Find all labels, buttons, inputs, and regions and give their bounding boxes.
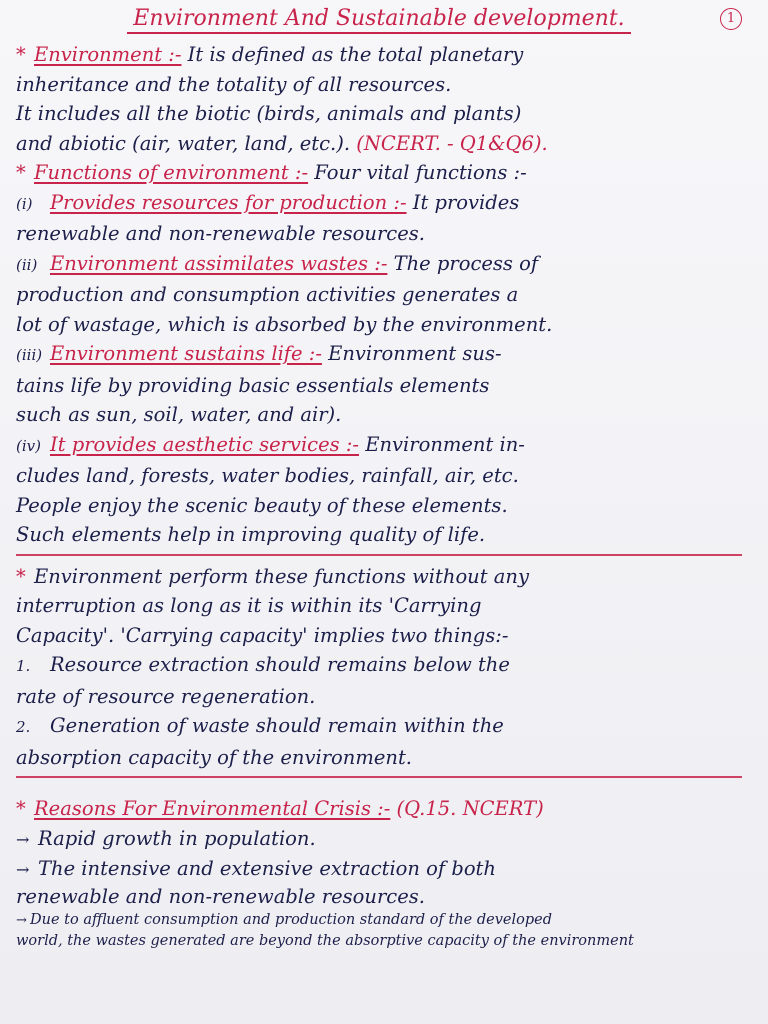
carrying-point-1-text: Resource extraction should remains below the <box>50 653 510 676</box>
asterisk-bullet-icon: * <box>16 564 26 588</box>
function-heading: Provides resources for production :- <box>50 190 407 214</box>
point-marker: 1. <box>16 657 31 675</box>
asterisk-bullet-icon: * <box>16 161 26 184</box>
section-divider <box>16 554 742 556</box>
crisis-reason-2-cont: renewable and non-renewable resources. <box>16 884 425 908</box>
function-tail: Environment sus- <box>328 342 502 365</box>
right-arrow-icon: → <box>16 860 30 879</box>
function-heading: Environment assimilates wastes :- <box>50 251 388 275</box>
function-item-head <box>16 249 742 281</box>
page-number: 1 <box>720 8 742 30</box>
function-line: renewable and non-renewable resources. <box>16 222 425 245</box>
functions-tail: Four vital functions :- <box>314 161 527 184</box>
function-item-head <box>16 339 742 371</box>
function-item-head <box>16 430 742 462</box>
carrying-point-2-text: Generation of waste should remain within the <box>50 714 504 737</box>
environment-line-4 <box>16 129 742 159</box>
functions-heading: Functions of environment :- <box>34 161 309 184</box>
function-item <box>16 188 742 249</box>
environment-line-2: inheritance and the totality of all resources. <box>16 72 452 96</box>
crisis-reason-3 <box>16 909 742 931</box>
right-arrow-icon: → <box>16 912 27 928</box>
asterisk-bullet-icon: * <box>16 43 26 66</box>
crisis-heading-line <box>16 794 742 824</box>
function-item <box>16 339 742 430</box>
function-marker: (ii) <box>16 255 38 274</box>
environment-text-4: and abiotic (air, water, land, etc.). <box>16 131 351 155</box>
function-line: such as sun, soil, water, and air). <box>16 403 342 426</box>
functions-heading-line <box>16 158 742 188</box>
function-marker: (i) <box>16 194 33 213</box>
crisis-reason-1-text: Rapid growth in population. <box>38 826 316 850</box>
environment-heading: Environment :- <box>34 43 182 66</box>
carrying-point-1-cont: rate of resource regeneration. <box>16 684 316 708</box>
crisis-reference: (Q.15. NCERT) <box>396 797 544 820</box>
point-marker: 2. <box>16 718 31 736</box>
function-tail: It provides <box>412 190 520 214</box>
ncert-reference: (NCERT. - Q1&Q6). <box>356 131 548 155</box>
environment-line-3: It includes all the biotic (birds, animals and plants) <box>16 102 522 125</box>
crisis-reason-1 <box>16 824 742 855</box>
page-title: Environment And Sustainable development. <box>127 6 630 34</box>
crisis-heading: Reasons For Environmental Crisis :- <box>34 797 391 820</box>
function-item <box>16 430 742 550</box>
function-line: cludes land, forests, water bodies, rainfall, air, etc. <box>16 464 519 487</box>
function-line: People enjoy the scenic beauty of these elements. <box>16 493 508 517</box>
right-arrow-icon: → <box>16 829 30 849</box>
function-item-head <box>16 188 742 220</box>
carrying-point-2 <box>16 711 742 743</box>
environment-text: It is defined as the total planetary <box>187 43 524 66</box>
function-marker: (iii) <box>16 346 43 364</box>
crisis-reason-3-text: Due to affluent consumption and production standard of the developed <box>30 911 553 928</box>
function-marker: (iv) <box>16 436 41 455</box>
carrying-line-2: interruption as long as it is within its 'Carrying <box>16 594 482 617</box>
function-heading: Environment sustains life :- <box>50 342 322 365</box>
function-tail: Environment in- <box>365 432 525 456</box>
function-line: production and consumption activities generates a <box>16 283 519 306</box>
crisis-reason-3-cont: world, the wastes generated are beyond the absorptive capacity of the environment <box>16 932 634 949</box>
function-line: tains life by providing basic essentials elements <box>16 373 490 397</box>
carrying-line-3: Capacity'. 'Carrying capacity' implies two things:- <box>16 623 509 647</box>
section-divider <box>16 776 742 778</box>
carrying-line-1 <box>16 562 742 592</box>
function-line: Such elements help in improving quality of life. <box>16 523 486 546</box>
function-item <box>16 249 742 340</box>
spacer <box>16 784 742 794</box>
carrying-point-2-cont: absorption capacity of the environment. <box>16 745 412 769</box>
title-row <box>16 6 742 40</box>
carrying-text-1: Environment perform these functions without any <box>34 564 529 588</box>
function-heading: It provides aesthetic services :- <box>50 432 360 456</box>
asterisk-bullet-icon: * <box>16 797 26 820</box>
function-line: lot of wastage, which is absorbed by the environment. <box>16 312 553 336</box>
function-tail: The process of <box>393 251 539 275</box>
carrying-point-1 <box>16 650 742 682</box>
crisis-reason-2 <box>16 854 742 885</box>
environment-line-1 <box>16 40 742 70</box>
crisis-reason-2-text: The intensive and extensive extraction of both <box>38 857 496 880</box>
